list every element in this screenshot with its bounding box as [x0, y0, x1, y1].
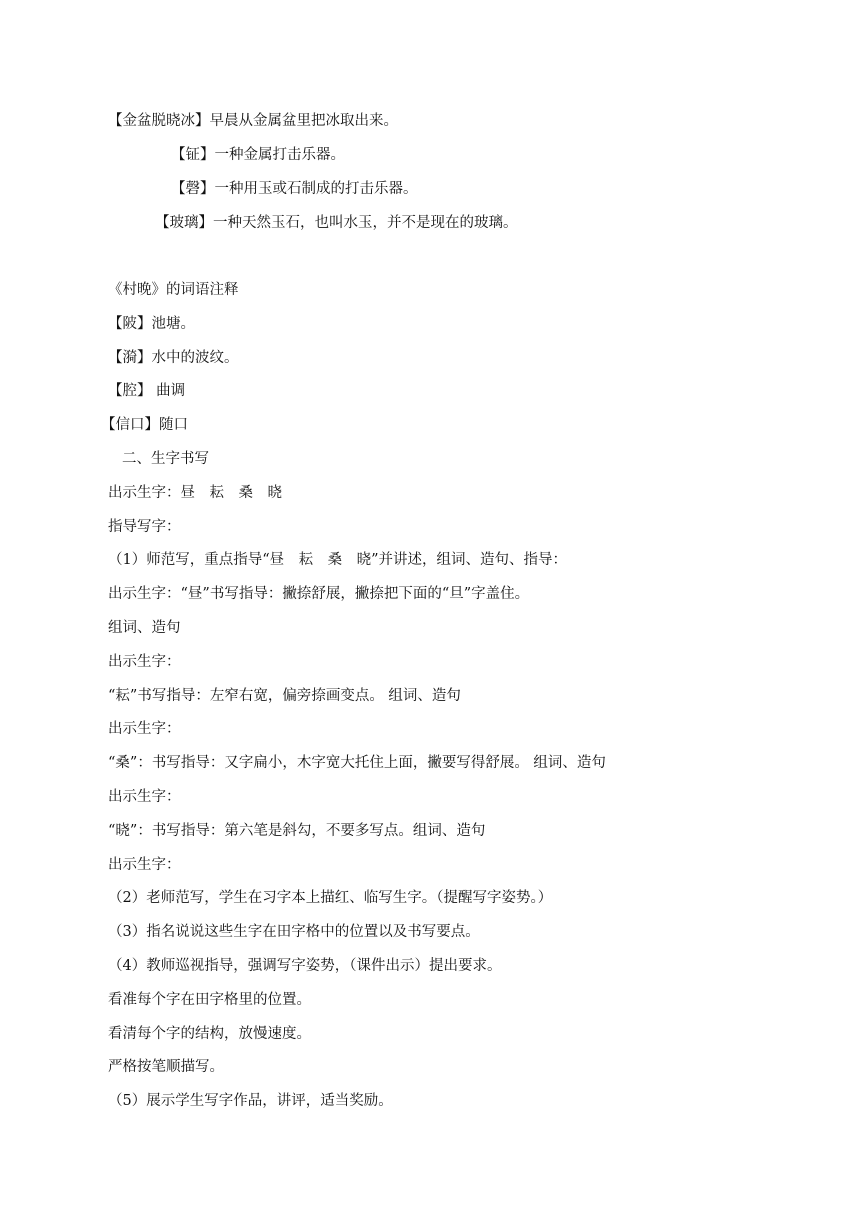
step-5: （5）展示学生写字作品，讲评，适当奖励。 — [108, 1093, 393, 1109]
zhou-words: 组词、造句 — [108, 620, 181, 636]
requirement-2: 看清每个字的结构，放慢速度。 — [108, 1026, 311, 1042]
note-yi: 【漪】水中的波纹。 — [108, 350, 239, 366]
note-qiang: 【腔】 曲调 — [108, 383, 186, 399]
show-label-3: 出示生字： — [108, 789, 181, 805]
note-boli: 【玻璃】一种天然玉石，也叫水玉，并不是现在的玻璃。 — [155, 215, 518, 231]
note-xinkou: 【信口】随口 — [101, 417, 188, 433]
note-zheng: 【钲】一种金属打击乐器。 — [171, 147, 345, 163]
step-4: （4）教师巡视指导，强调写字姿势，（课件出示）提出要求。 — [108, 958, 502, 974]
note-qing: 【磬】一种用玉或石制成的打击乐器。 — [171, 181, 418, 197]
zhou-guide: 出示生字：“昼”书写指导：撇捺舒展，撇捺把下面的“旦”字盖住。 — [108, 586, 530, 602]
section-heading: 二、生字书写 — [122, 451, 209, 467]
requirement-1: 看准每个字在田字格里的位置。 — [108, 992, 311, 1008]
step-3: （3）指名说说这些生字在田字格中的位置以及书写要点。 — [108, 924, 480, 940]
show-chars: 出示生字：昼 耘 桑 晓 — [108, 485, 282, 501]
xiao-guide: “晓”：书写指导：第六笔是斜勾，不要多写点。组词、造句 — [108, 823, 486, 839]
cunwan-heading: 《村晚》的词语注释 — [108, 282, 239, 298]
note-jinpen: 【金盆脱晓冰】早晨从金属盆里把冰取出来。 — [108, 113, 398, 129]
show-label-1: 出示生字： — [108, 654, 181, 670]
guide-label: 指导写字： — [108, 519, 181, 535]
yun-guide: “耘”书写指导：左窄右宽，偏旁捺画变点。 组词、造句 — [108, 688, 461, 704]
step-1: （1）师范写，重点指导“昼 耘 桑 晓”并讲述，组词、造句、指导： — [108, 552, 568, 568]
show-label-4: 出示生字： — [108, 857, 181, 873]
sang-guide: “桑”：书写指导：又字扁小，木字宽大托住上面，撇要写得舒展。 组词、造句 — [108, 755, 606, 771]
step-2: （2）老师范写，学生在习字本上描红、临写生字。（提醒写字姿势。） — [108, 890, 553, 906]
note-bei: 【陂】池塘。 — [108, 316, 195, 332]
requirement-3: 严格按笔顺描写。 — [108, 1059, 224, 1075]
show-label-2: 出示生字： — [108, 721, 181, 737]
